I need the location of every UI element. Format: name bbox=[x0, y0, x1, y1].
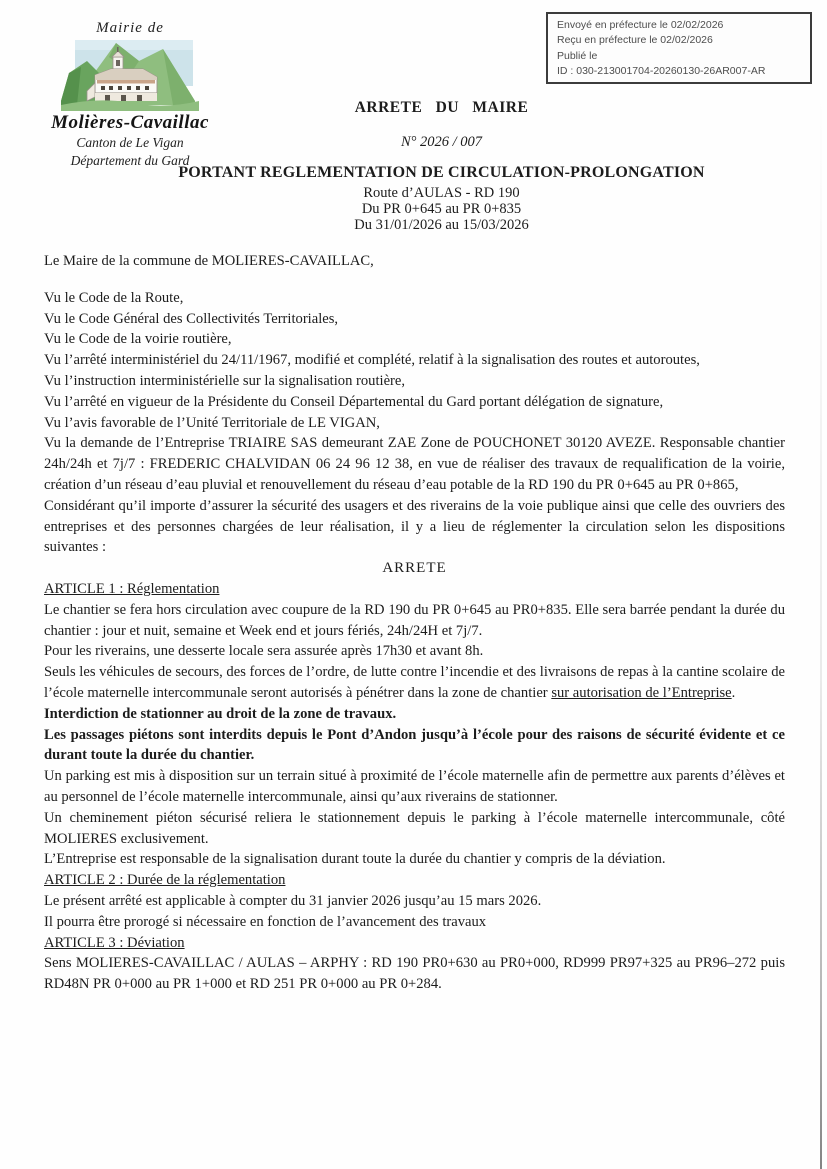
document-title: ARRETE DU MAIRE bbox=[354, 99, 529, 116]
stamp-line-publie: Publié le bbox=[557, 49, 598, 62]
article-1-paragraph-1: Le chantier se fera hors circulation avec coupure de la RD 190 du PR 0+645 au PR0+835. Elle sera barrée pendant la durée du chantier : jour et nuit, semaine et Week end et jours fériés, 24h/24H et 7j/7. bbox=[44, 601, 785, 639]
vu-clause: Vu la demande de l’Entreprise TRIAIRE SAS demeurant ZAE Zone de POUCHONET 30120 AVEZE. Responsable chantier 24h/24h et 7j/7 : FREDERIC CHALVIDAN 06 24 96 12 38, en vue de réaliser des travaux de requalification de la voirie, création d’un réseau d’eau pluvial et renouvellement du réseau d’eau potable de la RD 190 du PR 0+645 au PR 0+865, bbox=[44, 435, 785, 493]
article-1-paragraph-3-period: . bbox=[731, 684, 736, 701]
arrete-word: ARRETE bbox=[382, 560, 447, 577]
pedestrian-ban-statement: Les passages piétons sont interdits depuis le Pont d’Andon jusqu’à l’école pour des raisons de sécurité évidente et ce durant toute la durée du chantier. bbox=[44, 726, 785, 764]
document-subject: PORTANT REGLEMENTATION DE CIRCULATION-PROLONGATION bbox=[178, 164, 705, 181]
signage-responsibility-paragraph: L’Entreprise est responsable de la signalisation durant toute la durée du chantier y compris de la déviation. bbox=[44, 851, 666, 868]
opening-line: Le Maire de la commune de MOLIERES-CAVAILLAC, bbox=[44, 253, 374, 269]
logo-commune-name: Molières-Cavaillac bbox=[51, 112, 209, 133]
article-1-paragraph-3-main: Seuls les véhicules de secours, des forces de l’ordre, de lutte contre l’incendie et des livraisons de repas à la cantine scolaire de l’école maternelle intercommunale seront autorisés à pénétrer dans la zone de chantier bbox=[44, 664, 785, 701]
logo-departement-line: Département du Gard bbox=[70, 153, 190, 168]
stamp-line-recu: Reçu en préfecture le 02/02/2026 bbox=[557, 34, 713, 47]
no-parking-statement: Interdiction de stationner au droit de la zone de travaux. bbox=[44, 705, 397, 722]
article-2-heading: ARTICLE 2 : Durée de la réglementation bbox=[44, 872, 286, 889]
vu-clause: Vu l’instruction interministérielle sur la signalisation routière, bbox=[44, 372, 406, 389]
subject-pr-line: Du PR 0+645 au PR 0+835 bbox=[361, 201, 522, 217]
subject-route-line: Route d’AULAS - RD 190 bbox=[363, 185, 520, 201]
subject-dates-line: Du 31/01/2026 au 15/03/2026 bbox=[354, 217, 529, 233]
vu-clause: Vu l’arrêté interministériel du 24/11/1967, modifié et complété, relatif à la signalisation des routes et autoroutes, bbox=[44, 352, 700, 369]
parking-paragraph: Un parking est mis à disposition sur un terrain situé à proximité de l’école maternelle afin de permettre aux parents d’élèves et au personnel de l’école maternelle intercommunale, ainsi qu’aux riverains de stationner. bbox=[44, 768, 785, 805]
pedestrian-path-paragraph: Un cheminement piéton sécurisé reliera le stationnement depuis le parking à l’école maternelle intercommunale, côté MOLIERES exclusivement. bbox=[44, 809, 785, 847]
vu-clauses bbox=[44, 288, 785, 496]
stamp-line-envoye: Envoyé en préfecture le 02/02/2026 bbox=[557, 19, 724, 31]
article-1-paragraph-2: Pour les riverains, une desserte locale sera assurée après 17h30 et avant 8h. bbox=[44, 643, 484, 660]
article-3-paragraph-1: Sens MOLIERES-CAVAILLAC / AULAS – ARPHY : RD 190 PR0+630 au PR0+000, RD999 PR97+325 au PR96–272 puis RD48N PR 0+000 au PR 1+000 et RD 251 PR 0+000 au PR 0+284. bbox=[44, 955, 785, 993]
article-2-paragraph-1: Le présent arrêté est applicable à compter du 31 janvier 2026 jusqu’au 15 mars 2026. bbox=[44, 892, 542, 909]
prefecture-stamp-box bbox=[546, 12, 812, 84]
scan-edge-artifact bbox=[820, 88, 822, 1169]
stamp-line-id: ID : 030-213001704-20260130-26AR007-AR bbox=[557, 64, 766, 77]
vu-clause: Vu le Code de la voirie routière, bbox=[44, 331, 232, 348]
logo-mairie-de-label: Mairie de bbox=[96, 20, 164, 36]
vu-clause: Vu l’avis favorable de l’Unité Territoriale de LE VIGAN, bbox=[44, 414, 380, 431]
logo-canton-line: Canton de Le Vigan bbox=[76, 135, 184, 150]
document-header bbox=[28, 99, 827, 233]
vu-clause: Vu le Code de la Route, bbox=[44, 289, 184, 306]
document-number: N° 2026 / 007 bbox=[400, 134, 483, 150]
article-1-heading: ARTICLE 1 : Réglementation bbox=[44, 580, 220, 597]
article-2-paragraph-2: Il pourra être prorogé si nécessaire en fonction de l’avancement des travaux bbox=[44, 913, 487, 930]
considerant-paragraph: Considérant qu’il importe d’assurer la sécurité des usagers et des riverains de la voie publique ainsi que celle des ouvriers des entreprises et des personnes chargées de leur réalisation, il y a lieu de réglementer la circulation selon les dispositions suivantes : bbox=[44, 497, 785, 556]
vu-clause: Vu l’arrêté en vigueur de la Présidente du Conseil Départemental du Gard portant délégation de signature, bbox=[44, 393, 664, 410]
article-1-paragraph-3-underlined: sur autorisation de l’Entreprise bbox=[551, 684, 732, 701]
article-3-heading: ARTICLE 3 : Déviation bbox=[44, 934, 185, 951]
document-body bbox=[44, 251, 785, 995]
vu-clause: Vu le Code Général des Collectivités Territoriales, bbox=[44, 310, 339, 327]
article-1-paragraph-3 bbox=[44, 662, 785, 704]
